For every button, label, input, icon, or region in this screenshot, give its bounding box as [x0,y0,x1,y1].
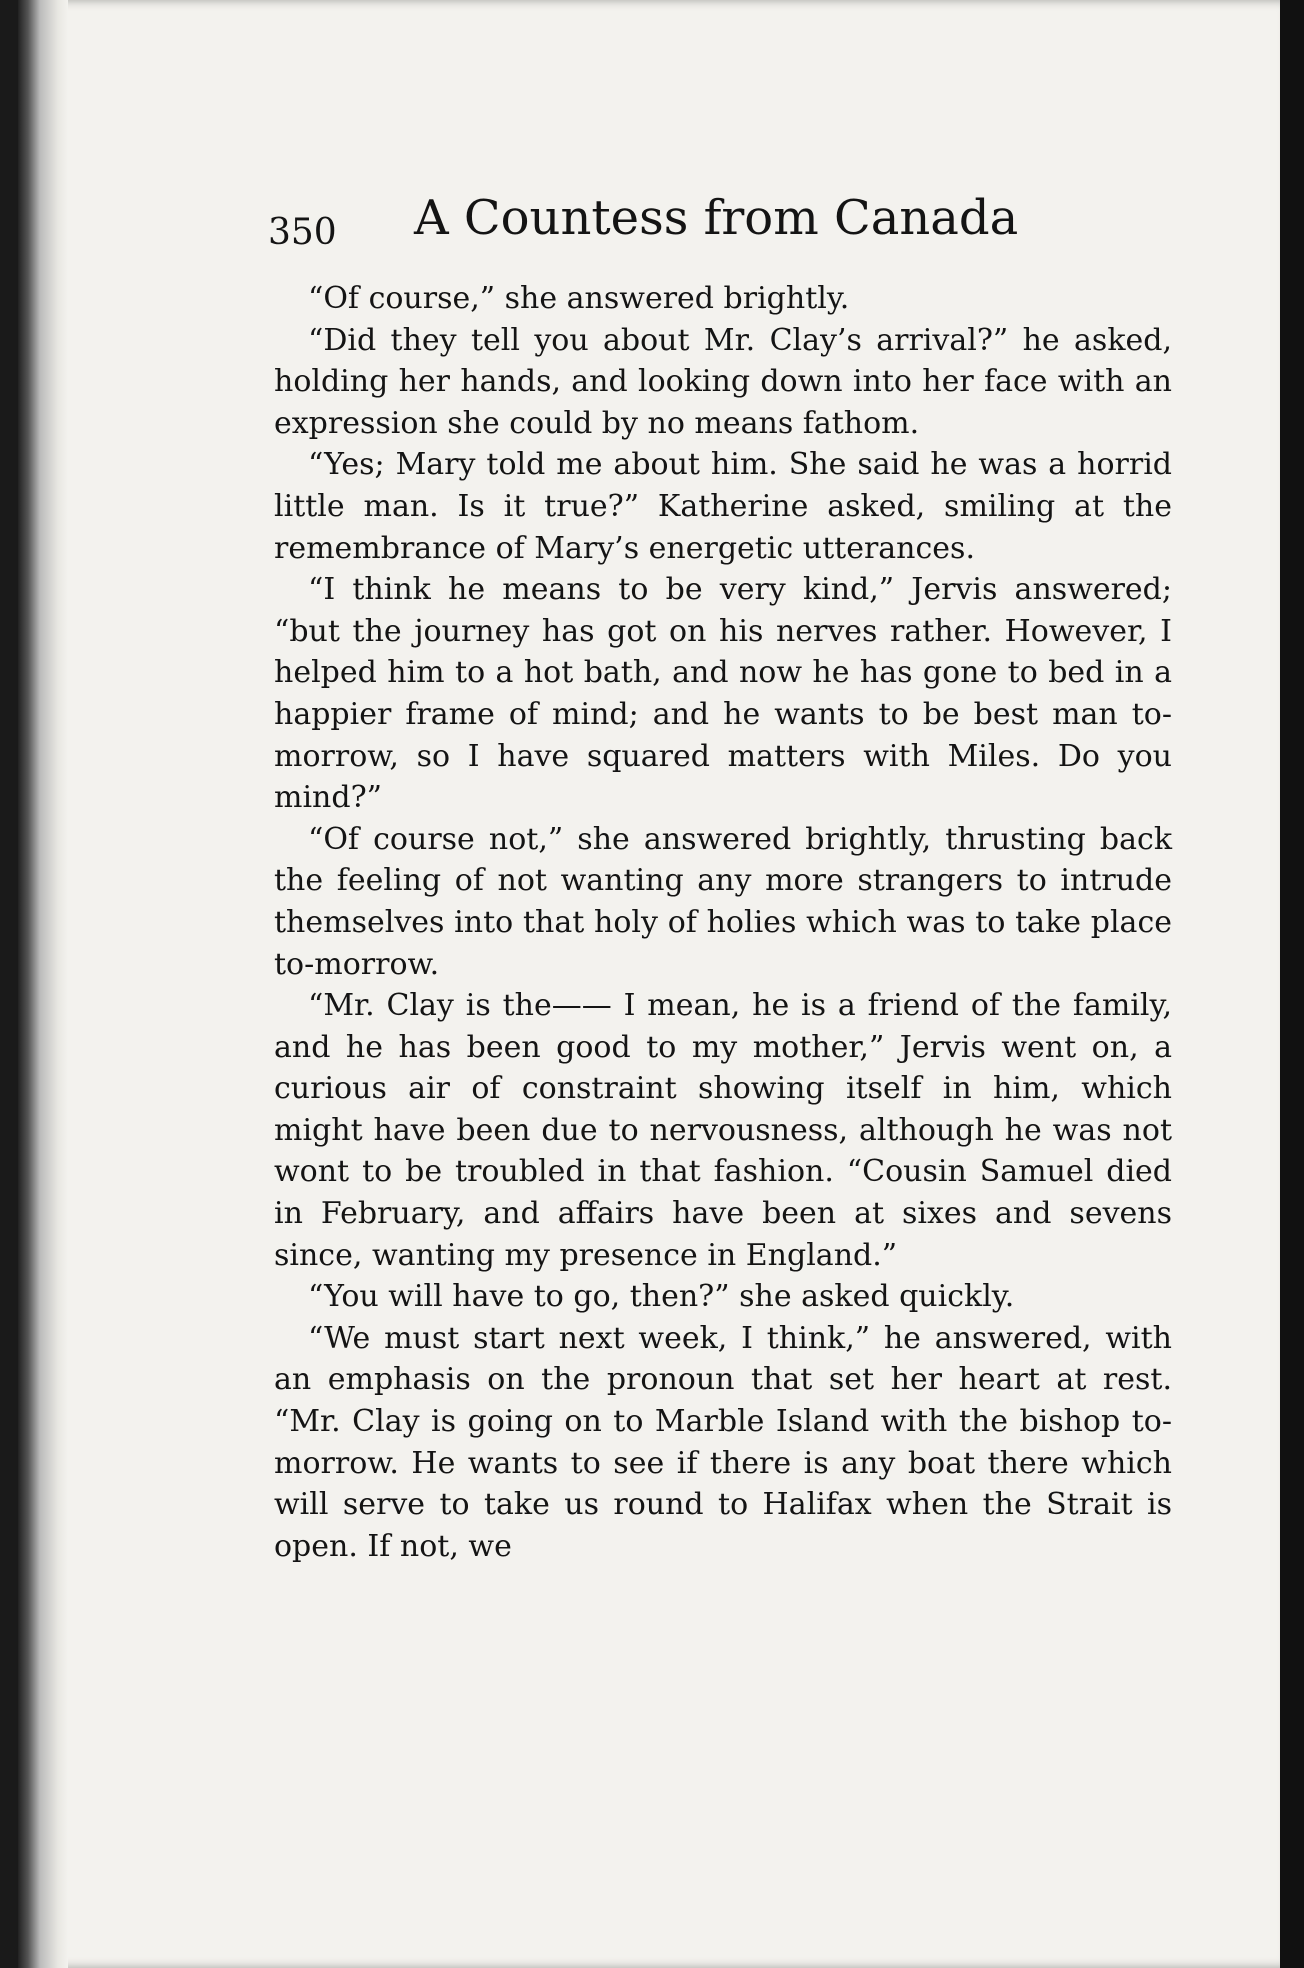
page-number: 350 [268,212,337,253]
scan-border-right [1280,0,1304,1968]
page-gutter-shadow [18,0,68,1968]
paragraph: “I think he means to be very kind,” Jervis answered; “but the journey has got on his nerves rather. However, I helped him to a hot bath, and now he has gone to bed in a happier frame of mind; and he wants to be best man to-morrow, so I have squared matters with Miles. Do you mind?” [274,572,1172,816]
body-text [274,278,1172,1567]
paragraph: “Did they tell you about Mr. Clay’s arrival?” he asked, holding her hands, and looking down into her face with an expression she could by no means fathom. [274,322,1172,441]
running-title: A Countess from Canada [414,190,1019,246]
paragraph: “Of course not,” she answered brightly, thrusting back the feeling of not wanting any more strangers to intrude themselves into that holy of holies which was to take place to-morrow. [274,821,1172,982]
paragraph: “We must start next week, I think,” he answered, with an emphasis on the pronoun that set her heart at rest. “Mr. Clay is going on to Marble Island with the bishop to-morrow. He wants to see if there is any boat there which will serve to take us round to Halifax when the Strait is open. If not, we [274,1320,1172,1564]
paragraph: “Of course,” she answered brightly. [308,281,850,316]
paragraph: “Yes; Mary told me about him. She said he was a horrid little man. Is it true?” Katherine asked, smiling at the remembrance of Mary’s energetic utterances. [274,447,1172,566]
page-header [268,182,1028,262]
book-page [18,0,1280,1968]
paragraph: “You will have to go, then?” she asked quickly. [308,1279,1015,1315]
paragraph: “Mr. Clay is the—— I mean, he is a friend of the family, and he has been good to my mother,” Jervis went on, a curious air of constraint showing itself in him, which might have been due to nervousness, although he was not wont to be troubled in that fashion. “Cousin Samuel died in February, and affairs have been at sixes and sevens since, wanting my presence in England.” [274,988,1172,1273]
